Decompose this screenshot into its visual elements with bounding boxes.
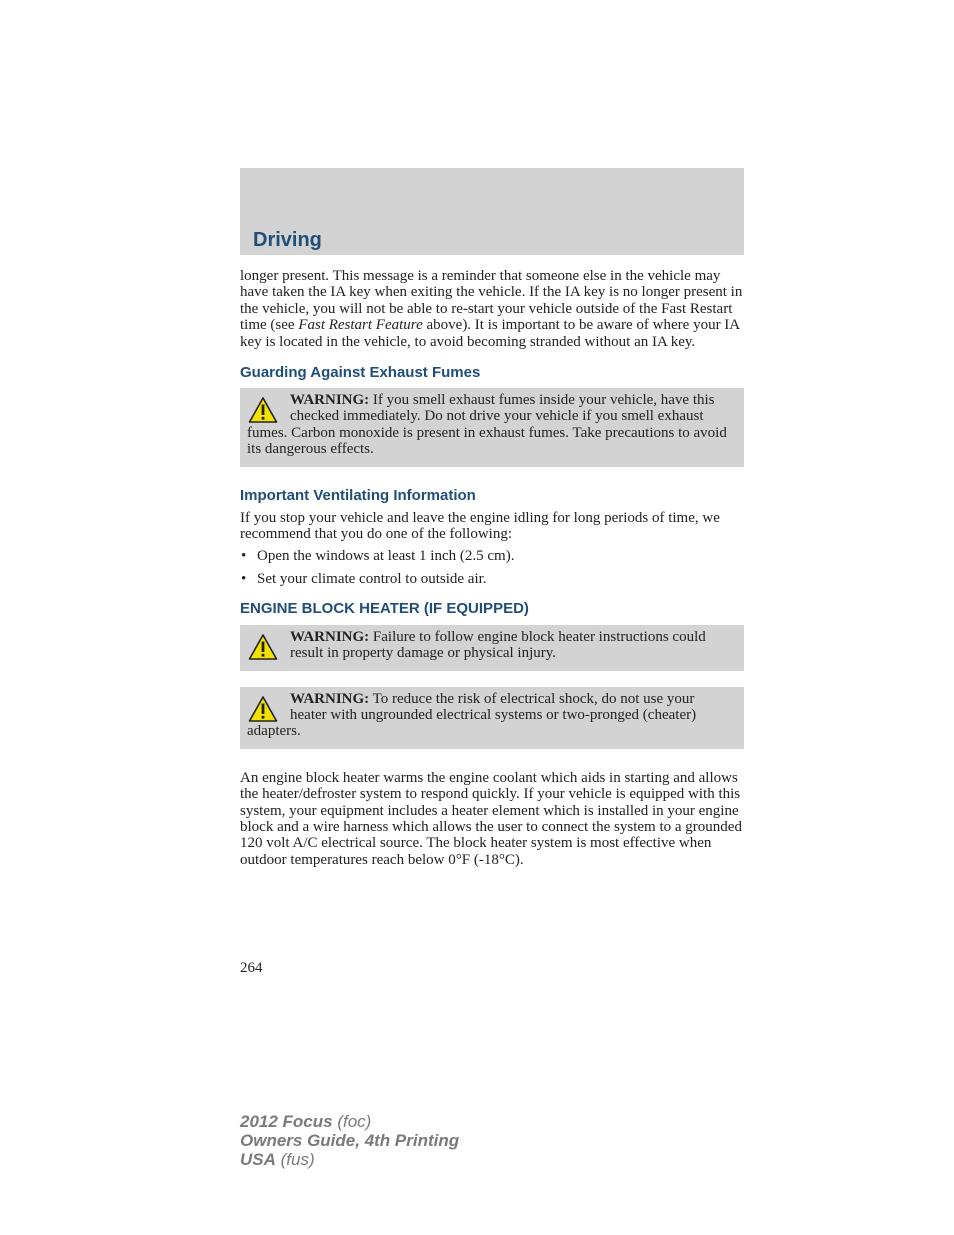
- footer-line-market: USA (fus): [240, 1150, 315, 1169]
- warning-label: WARNING:: [290, 628, 370, 645]
- heading-ventilating: Important Ventilating Information: [240, 486, 476, 504]
- heading-engine-block-heater: ENGINE BLOCK HEATER (IF EQUIPPED): [240, 599, 529, 617]
- warning-box-exhaust: [240, 388, 744, 467]
- warning-triangle-icon: [248, 633, 278, 661]
- section-header: [240, 168, 744, 255]
- warning-triangle-icon: [248, 396, 278, 424]
- bullet-icon: •: [241, 548, 247, 565]
- page-content: [240, 268, 744, 868]
- ventilating-paragraph: If you stop your vehicle and leave the engine idling for long periods of time, we recommend that you do one of the following:: [240, 509, 720, 543]
- bullet-icon: •: [241, 571, 247, 588]
- footer-line-model: 2012 Focus (foc): [240, 1112, 372, 1131]
- footer-line-edition: Owners Guide, 4th Printing: [240, 1131, 460, 1150]
- warning-label: WARNING:: [290, 392, 370, 409]
- warning-text-property-damage: WARNING: Failure to follow engine block heater instructions could result in property damage or physical injury.: [290, 628, 706, 662]
- intro-reference: Fast Restart Feature: [298, 317, 423, 334]
- ventilating-list: [240, 548, 744, 587]
- warning-text-exhaust: WARNING: If you smell exhaust fumes inside your vehicle, have this checked immediately. Do not drive your vehicle if you smell exhaust fumes. Carbon monoxide is present in exhaust fumes. Take precautions to avoid its dangerous effects.: [247, 392, 727, 458]
- page-number: 264: [240, 960, 263, 976]
- engine-block-heater-paragraph: An engine block heater warms the engine coolant which aids in starting and allows the heater/defroster system to respond quickly. If your vehicle is equipped with this system, your equipment includes a heater element which is installed in your engine block and a wire harness which allows the user to connect the system to a grounded 120 volt A/C electrical source. The block heater system is most effective when outdoor temperatures reach below 0°F (-18°C).: [240, 769, 742, 868]
- heading-exhaust-fumes: Guarding Against Exhaust Fumes: [240, 364, 481, 382]
- intro-paragraph: [240, 268, 744, 350]
- section-title: Driving: [253, 229, 322, 251]
- intro-text-before: longer present. This message is a reminder that someone else in the vehicle may have taken the IA key when exiting the vehicle. If the IA key is no longer present in the vehicle, you will not be able to re-start your vehicle outside of the Fast Restart time (see: [240, 268, 743, 334]
- intro-text-after: above). It is important to be aware of where your IA key is located in the vehicle, to avoid becoming stranded without an IA key.: [240, 317, 740, 350]
- warning-box-property-damage: [240, 625, 744, 671]
- document-footer: [240, 1112, 459, 1169]
- list-item: • Open the windows at least 1 inch (2.5 cm).: [241, 548, 515, 565]
- list-item: • Set your climate control to outside air.: [241, 571, 487, 588]
- warning-box-electrical-shock: [240, 687, 744, 749]
- warning-text-electrical-shock: WARNING: To reduce the risk of electrical shock, do not use your heater with ungrounded electrical systems or two-pronged (cheater) adapters.: [247, 690, 697, 740]
- warning-triangle-icon: [248, 695, 278, 723]
- warning-label: WARNING:: [290, 690, 370, 707]
